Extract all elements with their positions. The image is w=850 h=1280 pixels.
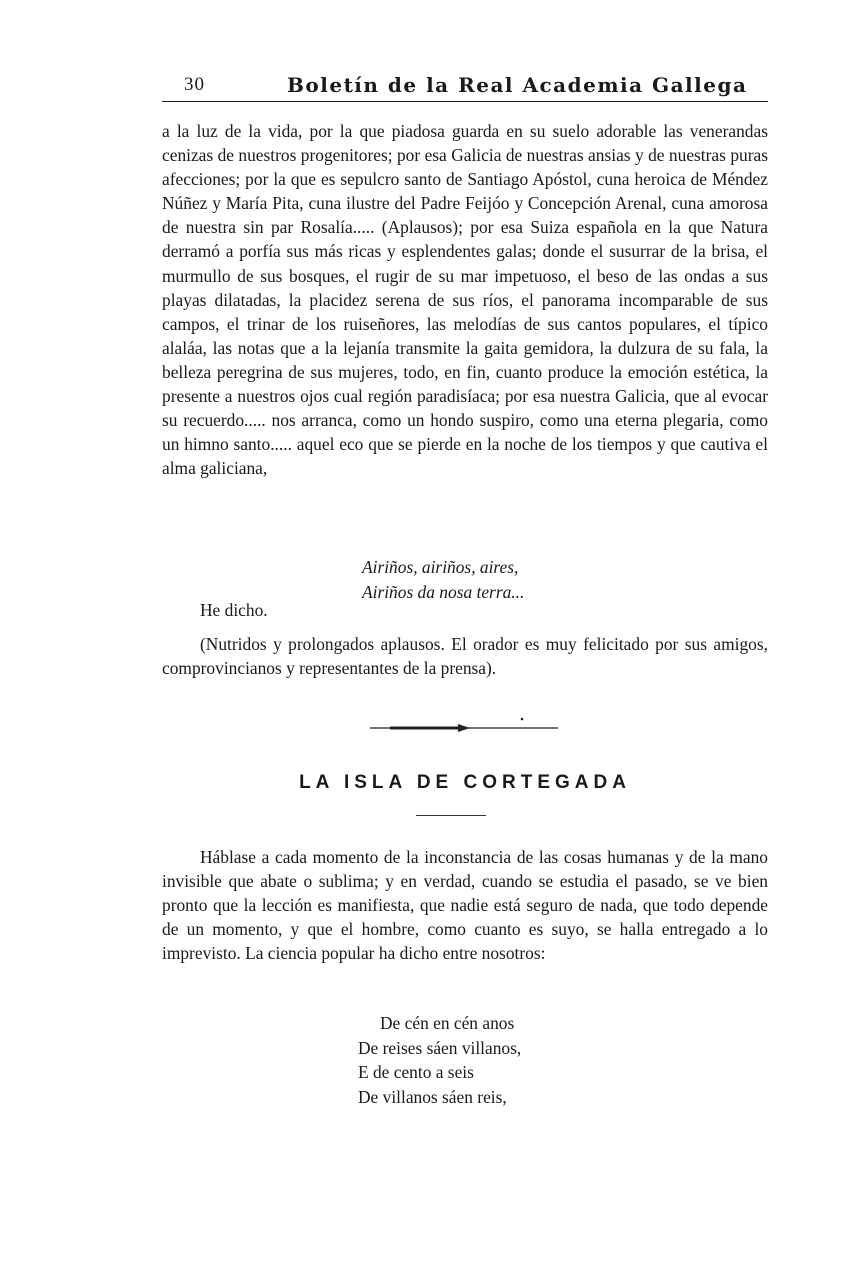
running-head xyxy=(162,70,768,100)
article-paragraph: Háblase a cada momento de la inconstancia de las cosas humanas y de la mano invisible que abate o sublima; y en verdad, cuando se estudia el pasado, se ve bien pronto que la lección es manifiesta, que nadie está seguro de nada, que todo depende de un momento, y que el hombre, como cuanto es suyo, se halla entregado a lo imprevisto. La ciencia popular ha dicho entre nosotros: xyxy=(162,847,768,964)
verse-line: De villanos sáen reis, xyxy=(358,1086,507,1107)
verse-line: De cén en cén anos xyxy=(380,1013,515,1033)
section-divider-ornament xyxy=(370,716,560,740)
header-rule xyxy=(162,101,768,102)
article-verse xyxy=(358,1011,521,1109)
verse-line: E de cento a seis xyxy=(358,1062,474,1082)
article-title: LA ISLA DE CORTEGADA xyxy=(299,772,631,793)
verse-line: Airiños, airiños, aires, xyxy=(362,557,519,577)
title-rule xyxy=(416,815,486,816)
verse-line: Airiños da nosa terra... xyxy=(362,582,525,602)
page-number: 30 xyxy=(184,74,205,95)
speech-paragraph: a la luz de la vida, por la que piadosa guarda en su suelo adorable las venerandas cenizas de nuestros progenitores; por esa Galicia de nuestras ansias y de nuestras puras afecciones; por la que es sepulcro santo de Santiago Apóstol, cuna heroica de Méndez Núñez y María Pita, cuna ilustre del Padre Feijóo y Concepción Arenal, cuna amorosa de nuestra sin par Rosalía..... (Aplausos); por esa Suiza española en la que Natura derramó a porfía sus más ricas y esplendentes galas; donde el susurrar de la brisa, el murmullo de sus bosques, el rugir de su mar impetuoso, el beso de las ondas a sus playas dilatadas, la placidez serena de sus ríos, el panorama incomparable de sus campos, el trinar de los ruiseñores, las melodías de sus cantos populares, el típico alaláa, las notas que a la lejanía transmite la gaita gemidora, la dulzura de su fala, la belleza peregrina de sus mujeres, todo, en fin, cuanto produce la emoción estética, la presente a nuestros ojos cual región paradisíaca; por esa nuestra Galicia, que al evocar su recuerdo..... nos arranca, como un hondo suspiro, como una eterna plegaria, como un himno santo..... aquel eco que se pierde en la noche de los tiempos y que cautiva el alma galiciana, xyxy=(162,121,768,479)
verse-line: De reises sáen villanos, xyxy=(358,1037,522,1058)
closing-line: He dicho. xyxy=(200,600,268,620)
applause-note: (Nutridos y prolongados aplausos. El orador es muy felicitado por sus amigos, comprovincianos y representantes de la prensa). xyxy=(162,634,768,679)
journal-title: Boletín de la Real Academia Gallega xyxy=(287,73,748,97)
